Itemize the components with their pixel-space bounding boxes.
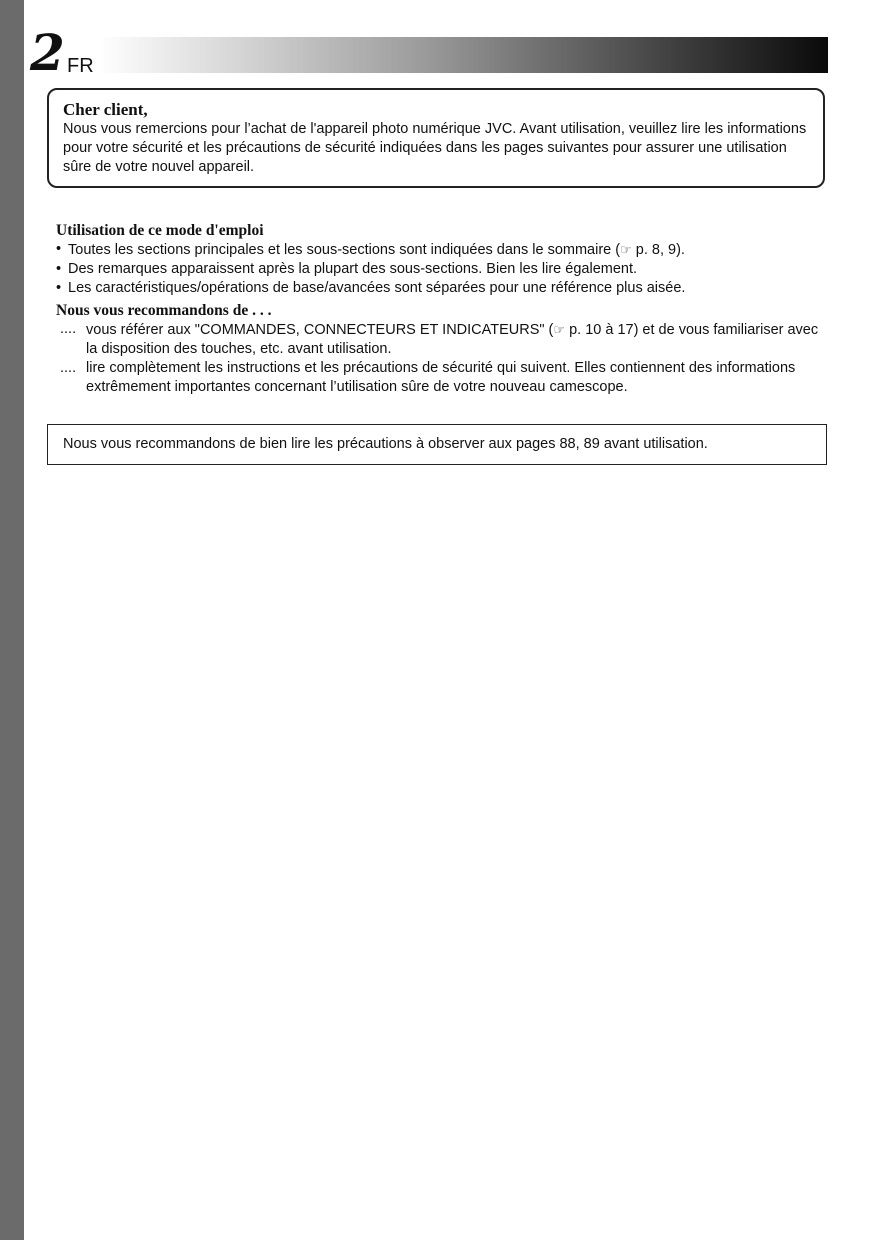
recommend-text: vous référer aux "COMMANDES, CONNECTEURS ET INDICATEURS" (☞ p. 10 à 17) et de vous familiariser avec la disposition des touches, etc. avant utilisation. <box>86 322 819 357</box>
dots-mark: .... <box>60 321 77 337</box>
language-code: FR <box>67 55 94 77</box>
intro-box <box>47 88 825 188</box>
recommend-item <box>56 359 826 397</box>
usage-heading: Utilisation de ce mode d'emploi <box>56 222 264 239</box>
page-number: 2 <box>30 23 65 82</box>
bullet-mark: • <box>56 280 62 296</box>
main-content <box>56 221 826 397</box>
usage-bullet <box>56 279 826 298</box>
recommend-item <box>56 320 826 359</box>
pointing-hand-icon: ☞ <box>620 242 632 257</box>
bullet-mark: • <box>56 261 62 277</box>
page-edge-bar <box>0 0 24 1240</box>
intro-body: Nous vous remercions pour l’achat de l'appareil photo numérique JVC. Avant utilisation, veuillez lire les informations pour votre sécurité et les précautions de sécurité indiquées dans les pages suivantes pour assurer une utilisation sûre de votre nouvel appareil. <box>63 121 807 175</box>
usage-bullet <box>56 260 826 279</box>
precautions-note-text: Nous vous recommandons de bien lire les précautions à observer aux pages 88, 89 avant utilisation. <box>63 436 708 452</box>
dots-mark: .... <box>60 360 77 376</box>
pointing-hand-icon: ☞ <box>553 322 566 337</box>
bullet-text: Toutes les sections principales et les sous-sections sont indiquées dans le sommaire (☞ p. 8, 9). <box>68 242 685 258</box>
intro-title: Cher client, <box>63 100 148 119</box>
precautions-note-box <box>47 424 827 465</box>
recommend-heading: Nous vous recommandons de . . . <box>56 302 272 319</box>
recommend-text: lire complètement les instructions et les précautions de sécurité qui suivent. Elles contiennent des informations extrêmement importantes concernant l’utilisation sûre de votre nouveau camescope. <box>86 360 796 395</box>
bullet-text: Les caractéristiques/opérations de base/avancées sont séparées pour une référence plus aisée. <box>68 280 686 296</box>
usage-bullet <box>56 240 826 260</box>
header-gradient-band <box>98 37 828 73</box>
bullet-mark: • <box>56 241 62 257</box>
bullet-text: Des remarques apparaissent après la plupart des sous-sections. Bien les lire également. <box>68 261 638 277</box>
